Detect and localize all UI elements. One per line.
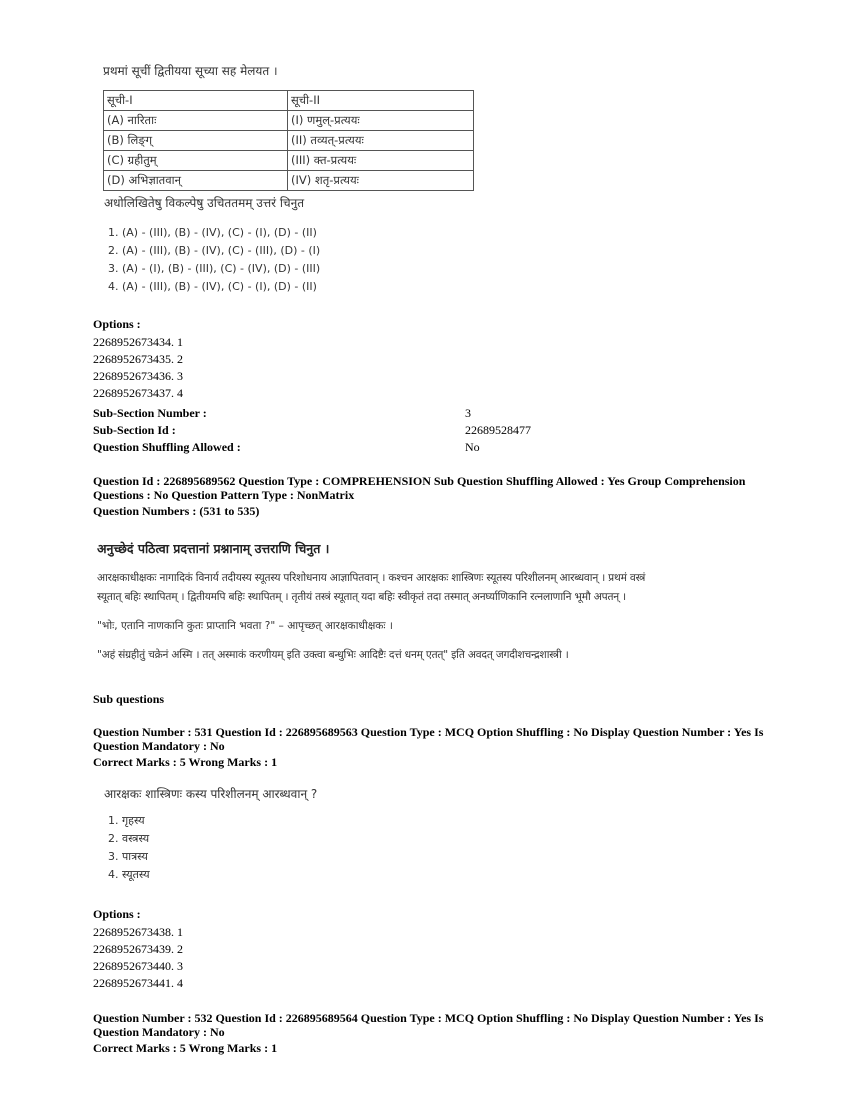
option-id: 2268952673435. 2: [93, 352, 183, 366]
q531-marks: Correct Marks : 5 Wrong Marks : 1: [93, 755, 278, 769]
table-cell: (III) क्त-प्रत्ययः: [288, 151, 474, 171]
group-meta-line2: Questions : No Question Pattern Type : NonMatrix: [93, 488, 355, 502]
list-item: 1. (A) - (III), (B) - (IV), (C) - (I), (D) - (II): [108, 226, 317, 239]
table-row: [104, 91, 474, 111]
option-id: 2268952673436. 3: [93, 369, 183, 383]
table-row: [104, 131, 474, 151]
passage-line-2: स्यूतात् बहिः स्थापितम् । द्वितीयमपि बहिः स्थापितम् । तृतीयं तस्त्रं स्यूतात् यदा बहिः स्वीकृतं तदा तस्मात् अनर्घ्याणिकानि रत्नलाणानि भूमौ अपतन् ।: [97, 591, 626, 603]
option-id: 2268952673437. 4: [93, 386, 183, 400]
table-cell: (D) अभिज्ञातवान्: [104, 171, 288, 191]
q532-meta-line1: Question Number : 532 Question Id : 226895689564 Question Type : MCQ Option Shuffling : No Display Question Number : Yes Is: [93, 1011, 764, 1025]
passage-line-4: "अहं संग्रहीतुं चक्रेनं अस्मि । तत् अस्माकं करणीयम् इति उक्त्वा बन्धुभिः आदिष्टैः दत्तं धनम् एतत्" इति अवदत् जगदीशचन्द्रशास्त्री ।: [97, 649, 569, 661]
list-item: 4. स्यूतस्य: [108, 868, 150, 881]
table-header-cell: सूची-II: [288, 91, 474, 111]
list-item: 3. (A) - (I), (B) - (III), (C) - (IV), (D) - (III): [108, 262, 321, 275]
q1-prompt: अधोलिखितेषु विकल्पेषु उचिततमम् उत्तरं चिनुत: [104, 196, 305, 210]
shuffle-label: Question Shuffling Allowed :: [93, 440, 241, 454]
passage-line-3: "भोः, एतानि नाणकानि कुतः प्राप्तानि भवता ?" – आपृच्छत् आरक्षकाधीक्षकः ।: [97, 620, 393, 632]
match-table: [103, 90, 474, 191]
option-id: 2268952673440. 3: [93, 959, 183, 973]
list-item: 4. (A) - (III), (B) - (IV), (C) - (I), (D) - (II): [108, 280, 317, 293]
list-item: 3. पात्रस्य: [108, 850, 148, 863]
table-row: [104, 111, 474, 131]
list-item: 2. (A) - (III), (B) - (IV), (C) - (III), (D) - (I): [108, 244, 321, 257]
table-cell: (C) ग्रहीतुम्: [104, 151, 288, 171]
options-heading: Options :: [93, 317, 141, 331]
q531-stem: आरक्षकः शास्त्रिणः कस्य परिशीलनम् आरब्धवान् ?: [104, 787, 318, 801]
q531-choice-list: [108, 812, 150, 884]
q531-options-list: [93, 924, 183, 992]
passage-title: अनुच्छेदं पठित्वा प्रदत्तानां प्रश्नानाम् उत्तराणि चिनुत ।: [97, 541, 330, 556]
list-item: 2. वस्त्रस्य: [108, 832, 150, 845]
option-id: 2268952673434. 1: [93, 335, 183, 349]
q1-options-list: [93, 334, 183, 402]
table-row: [104, 151, 474, 171]
q1-instruction: प्रथमां सूचीं द्वितीयया सूच्या सह मेलयत ।: [103, 64, 278, 78]
option-id: 2268952673441. 4: [93, 976, 183, 990]
table-cell: (B) लिङ्ग्: [104, 131, 288, 151]
passage-line-1: आरक्षकाधीक्षकः नागादिकं विनार्य तदीयस्य स्यूतस्य परिशोधनाय आज्ञापितवान् । कश्चन आरक्षकः शास्त्रिणः स्यूतस्य परिशीलनम् आरब्धवान् । प्रथमं वस्त्रं: [97, 572, 646, 584]
subsection-number-label: Sub-Section Number :: [93, 406, 207, 420]
table-cell: (A) नारिताः: [104, 111, 288, 131]
table-row: [104, 171, 474, 191]
q531-meta-line2: Question Mandatory : No: [93, 739, 225, 753]
option-id: 2268952673438. 1: [93, 925, 183, 939]
q532-marks: Correct Marks : 5 Wrong Marks : 1: [93, 1041, 278, 1055]
subsection-id-value: 22689528477: [465, 423, 531, 437]
table-cell: (IV) शतृ-प्रत्ययः: [288, 171, 474, 191]
shuffle-value: No: [465, 440, 480, 454]
q531-meta-line1: Question Number : 531 Question Id : 226895689563 Question Type : MCQ Option Shuffling : No Display Question Number : Yes Is: [93, 725, 764, 739]
group-meta-line1: Question Id : 226895689562 Question Type : COMPREHENSION Sub Question Shuffling Allowed : Yes Group Comprehension: [93, 474, 746, 488]
subsection-id-label: Sub-Section Id :: [93, 423, 176, 437]
table-cell: (I) णमुल्-प्रत्ययः: [288, 111, 474, 131]
list-item: 1. गृहस्य: [108, 814, 145, 827]
table-cell: (II) तव्यत्-प्रत्ययः: [288, 131, 474, 151]
q532-meta-line2: Question Mandatory : No: [93, 1025, 225, 1039]
q1-choice-list: [108, 224, 320, 296]
question-numbers: Question Numbers : (531 to 535): [93, 504, 260, 518]
option-id: 2268952673439. 2: [93, 942, 183, 956]
subsection-number-value: 3: [465, 406, 471, 420]
table-header-cell: सूची-I: [104, 91, 288, 111]
sub-questions-label: Sub questions: [93, 692, 165, 706]
options-heading: Options :: [93, 907, 141, 921]
